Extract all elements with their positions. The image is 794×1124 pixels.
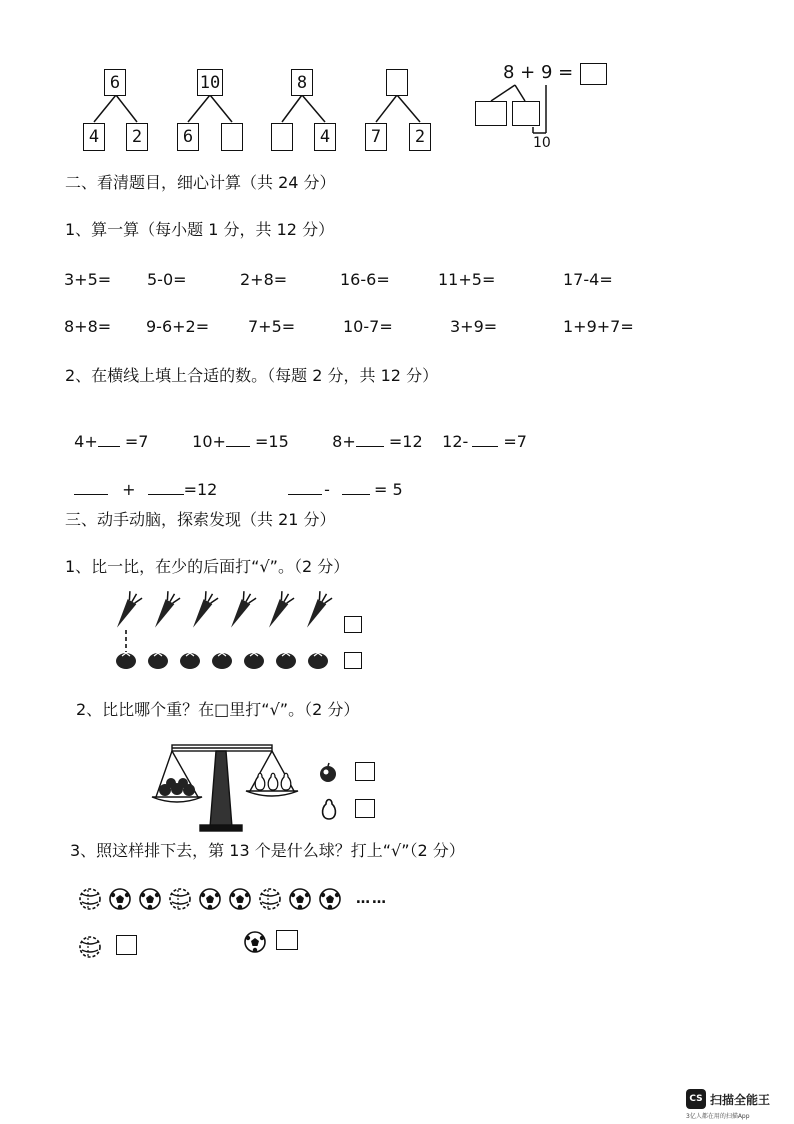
section2-q1-title: 1、算一算（每小题 1 分，共 12 分） [65,220,335,239]
fill-r1-c4-pre: 12- [442,432,469,451]
carrot-check-box[interactable] [344,616,362,633]
tree1-right: 2 [126,123,148,151]
carrot-icon [111,590,143,631]
compare-items [100,590,380,680]
fill-r2-c2-post: = 5 [373,480,403,499]
make-ten-split-box-left[interactable] [475,101,507,126]
tomato-row [116,653,328,669]
make-ten-split-box-right[interactable] [512,101,540,126]
soccer-ball-icon [140,889,160,909]
tomato-icon [148,653,168,669]
sequence-continuation-dots: …… [356,891,388,907]
tomato-icon [276,653,296,669]
make-ten-label: 10 [533,135,551,151]
tree1-left: 4 [83,123,105,151]
calc-r2-c3: 7+5= [248,317,296,336]
calc-r2-c5: 3+9= [450,317,498,336]
tomato-check-box[interactable] [344,652,362,669]
fill-r1-c1-post: =7 [119,432,149,451]
ball-sequence [76,884,346,914]
section3-q1-title: 1、比一比，在少的后面打“√”。（2 分） [65,557,350,576]
camscanner-watermark [686,1089,786,1119]
section3-q2-title: 2、比比哪个重？在□里打“√”。（2 分） [76,700,360,719]
tomato-icon [116,653,136,669]
tomato-icon [180,653,200,669]
carrot-icon [263,590,295,631]
calc-r2-c4: 10-7= [343,317,393,336]
tree3-top: 8 [291,69,313,96]
tomato-icon [212,653,232,669]
soccer-ball-option-icon [241,928,269,956]
fill-r2-c1-blank-b[interactable] [148,480,184,495]
fill-r1-c2-pre: 10+ [192,432,226,451]
fill-r1-c3-pre: 8+ [332,432,356,451]
tree2-right-blank[interactable] [221,123,243,151]
fill-r2-c1 [64,464,217,498]
fill-r1-c3-post: =12 [383,432,423,451]
calc-r2-c6: 1+9+7= [563,317,634,336]
fill-r2-c1-blank-a[interactable] [74,480,108,495]
calc-r2-c1: 8+8= [64,317,112,336]
tennis-ball-option-icon [76,933,104,961]
fill-r1-c4-blank[interactable] [472,432,498,447]
balance-scale [150,735,310,835]
soccer-ball-icon [200,889,220,909]
camscanner-logo: CS [686,1089,706,1109]
soccer-ball-icon [230,889,250,909]
tree3-left-blank[interactable] [271,123,293,151]
soccer-ball-check-box[interactable] [276,930,298,950]
tomato-icon [244,653,264,669]
carrot-icon [149,590,181,631]
tomato-icon [308,653,328,669]
tree1-top: 6 [104,69,126,96]
carrot-row [111,590,333,631]
watermark-brand: 扫描全能王 [710,1093,771,1107]
carrot-icon [187,590,219,631]
fill-r2-c1-post: =12 [183,480,218,499]
calc-r2-c2: 9-6+2= [146,317,210,336]
section3-title: 三、动手动脑，探索发现（共 21 分） [65,510,336,529]
apple-icon [318,762,340,784]
fill-r2-c2 [278,464,403,498]
section2-title: 二、看清题目，细心计算（共 24 分） [65,173,336,192]
carrot-icon [225,590,257,631]
split-trees [0,0,794,160]
fill-r1-c1 [64,416,148,450]
calc-r1-c4: 16-6= [340,270,390,289]
tree2-left: 6 [177,123,199,151]
fill-r1-c3 [322,416,423,450]
carrot-icon [301,590,333,631]
scale-left-apples [159,778,195,796]
fill-r1-c3-blank[interactable] [356,432,384,447]
pear-icon [318,795,340,821]
calc-r1-c1: 3+5= [64,270,112,289]
pear-check-box[interactable] [355,799,375,818]
tree4-top-blank[interactable] [386,69,408,96]
soccer-ball-icon [320,889,340,909]
calc-r1-c6: 17-4= [563,270,613,289]
scale-right-pears [255,773,291,790]
soccer-ball-icon [290,889,310,909]
section3-q3-title: 3、照这样排下去，第 13 个是什么球？打上“√”（2 分） [70,841,465,860]
make-ten-answer-box[interactable] [580,63,607,85]
fill-r1-c1-pre: 4+ [74,432,98,451]
fill-r2-c1-op: + [122,480,136,499]
fill-r1-c4 [432,416,527,450]
make-ten-expression: 8 + 9 = [503,62,574,83]
calc-r1-c2: 5-0= [147,270,187,289]
tennis-ball-check-box[interactable] [116,935,137,955]
tennis-ball-icon [260,889,280,909]
watermark-tagline: 3亿人都在用的扫描App [686,1113,750,1120]
tree4-left: 7 [365,123,387,151]
fill-r1-c2-blank[interactable] [226,432,250,447]
tree2-top: 10 [197,69,223,96]
scale-post [210,751,232,827]
calc-r1-c3: 2+8= [240,270,288,289]
fill-r2-c2-op: - [324,480,330,499]
apple-check-box[interactable] [355,762,375,781]
tree4-right: 2 [409,123,431,151]
tree3-right: 4 [314,123,336,151]
tennis-ball-icon [170,889,190,909]
fill-r2-c2-blank-b[interactable] [342,480,370,495]
section2-q2-title: 2、在横线上填上合适的数。（每题 2 分，共 12 分） [65,366,439,385]
fill-r2-c2-blank-a[interactable] [288,480,322,495]
calc-r1-c5: 11+5= [438,270,496,289]
compare-drawing [100,590,380,680]
fill-r1-c2-post: =15 [249,432,289,451]
fill-r1-c2 [182,416,289,450]
tennis-ball-icon [80,889,100,909]
fill-r1-c1-blank[interactable] [98,432,120,447]
fill-r1-c4-post: =7 [498,432,527,451]
soccer-ball-icon [110,889,130,909]
